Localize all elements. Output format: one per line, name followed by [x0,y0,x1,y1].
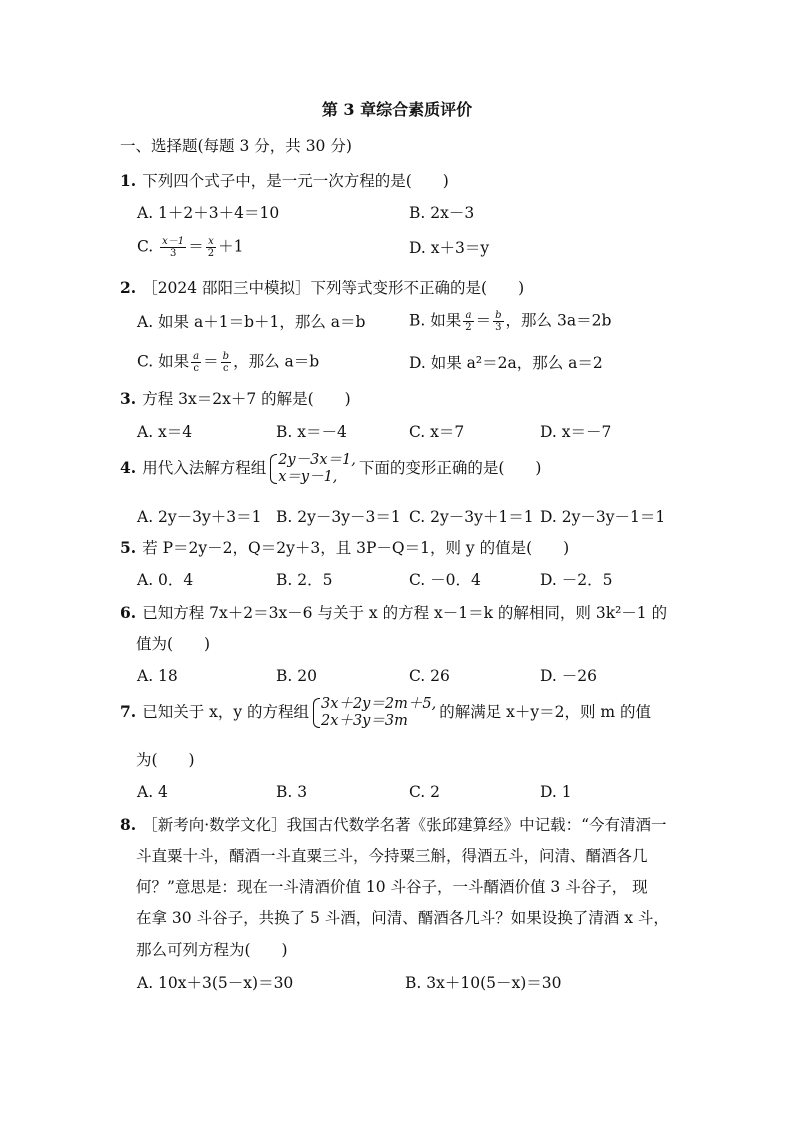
question-number: 7. [120,702,137,721]
q5-option-a: A. 0．4 [137,571,194,589]
denominator: 3 [495,322,502,333]
fraction [493,310,503,333]
q6-option-a: A. 18 [137,667,178,685]
question-text-tail: 下面的变形正确的是( ) [358,459,542,477]
option-label: C. [137,237,154,256]
equation-1: 2y－3x＝1, [278,452,356,468]
question-8-stem [120,815,667,835]
equation-system [269,452,356,486]
question-text: ［2024 邵阳三中模拟］下列等式变形不正确的是( ) [142,279,525,297]
question-number: 8. [120,815,137,834]
denominator: 2 [207,248,215,259]
numerator: b [222,351,230,362]
q2-option-a: A. 如果 a＋1＝b＋1，那么 a＝b [137,313,366,331]
numerator: x－1 [162,236,185,247]
q2-option-d: D. 如果 a²＝2a，那么 a＝2 [409,354,603,372]
question-text-tail: 的解满足 x＋y＝2，则 m 的值 [439,703,652,721]
q1-option-a: A. 1＋2＋3＋4＝10 [137,204,280,222]
page-title: 第 3 章综合素质评价 [321,100,473,119]
q8-option-a: A. 10x＋3(5－x)＝30 [137,974,294,992]
q2-option-b [409,310,611,333]
option-label: B. 如果 [409,311,462,330]
question-6-stem [120,603,667,623]
equation-2: x＝y－1, [278,469,338,485]
q3-option-d: D. x＝－7 [540,423,612,441]
question-number: 3. [120,389,137,408]
section-heading: 一、选择题(每题 3 分，共 30 分) [120,137,352,155]
q4-option-b: B. 2y－3y－3＝1 [276,508,401,526]
question-8-line-2: 斗直粟十斗，醑酒一斗直粟三斗，今持粟三斛，得酒五斗，问清、醑酒各几 [136,847,648,865]
question-8-line-3: 何？”意思是：现在一斗清酒价值 10 斗谷子，一斗醑酒价值 3 斗谷子， 现 [136,878,648,896]
option-tail: ＋1 [218,237,244,256]
q3-option-a: A. x＝4 [137,423,193,441]
q7-option-c: C. 2 [409,783,441,801]
q5-option-b: B. 2．5 [276,571,333,589]
fraction [160,236,186,259]
question-2-stem [120,278,524,298]
numerator: a [463,310,473,322]
q6-option-c: C. 26 [409,667,450,685]
q4-option-c: C. 2y－3y＋1＝1 [409,508,534,526]
question-number: 2. [120,278,137,297]
fraction [206,236,216,259]
question-text: 若 P＝2y－2，Q＝2y＋3，且 3P－Q＝1，则 y 的值是( ) [142,539,570,557]
q1-option-c [137,236,243,259]
option-tail: ，那么 3a＝2b [505,311,612,330]
option-label: C. 如果 [137,352,190,371]
question-6-stem-cont: 值为( ) [136,635,211,653]
q6-option-d: D. －26 [540,667,597,685]
equation-system [312,696,436,730]
question-text: 下列四个式子中，是一元一次方程的是( ) [142,172,449,190]
question-5-stem [120,538,569,558]
question-number: 5. [120,538,137,557]
q7-option-a: A. 4 [137,783,168,801]
question-text: ［新考向·数学文化］我国古代数学名著《张邱建算经》中记载：“今有清酒一 [142,816,667,834]
equation-2: 2x＋3y＝3m [321,713,408,729]
question-text: 方程 3x＝2x＋7 的解是( ) [142,390,351,408]
q4-option-d: D. 2y－3y－1＝1 [540,508,666,526]
question-1-stem [120,171,449,191]
question-4-stem [120,452,541,486]
question-7-stem [120,696,651,730]
denominator: 2 [465,322,472,333]
q1-option-b: B. 2x－3 [409,204,475,222]
question-text: 用代入法解方程组 [142,459,267,477]
q5-option-c: C. －0．4 [409,571,481,589]
numerator: x [206,236,216,248]
equals: ＝ [188,237,204,256]
question-8-line-4: 在拿 30 斗谷子，共换了 5 斗酒，问清、醑酒各几斗？如果设换了清酒 x 斗， [136,909,669,927]
question-number: 4. [120,458,137,477]
denominator: c [223,363,229,374]
question-number: 6. [120,603,137,622]
numerator: b [495,310,502,321]
q2-option-c [137,351,319,374]
equals: ＝ [475,311,492,330]
q3-option-c: C. x＝7 [409,423,465,441]
q4-option-a: A. 2y－3y＋3＝1 [137,508,262,526]
numerator: a [193,351,200,362]
question-text: 已知方程 7x＋2＝3x－6 与关于 x 的方程 x－1＝k 的解相同，则 3k²－1 的 [142,604,668,622]
q1-option-d: D. x＋3＝y [409,239,490,257]
question-text: 已知关于 x，y 的方程组 [142,703,310,721]
q7-option-b: B. 3 [276,783,308,801]
question-8-line-5: 那么可列方程为( ) [136,941,288,959]
question-7-stem-cont: 为( ) [136,751,195,769]
q3-option-b: B. x＝－4 [276,423,347,441]
question-3-stem [120,389,351,409]
q7-option-d: D. 1 [540,783,572,801]
denominator: c [193,363,199,374]
q5-option-d: D. －2．5 [540,571,613,589]
question-number: 1. [120,171,137,190]
q8-option-b: B. 3x＋10(5－x)＝30 [405,974,562,992]
equation-1: 3x＋2y＝2m＋5, [321,696,437,712]
equals: ＝ [203,352,219,371]
fraction [191,351,201,374]
denominator: 3 [169,248,177,259]
option-tail: ，那么 a＝b [233,352,320,371]
fraction [221,351,231,374]
q6-option-b: B. 20 [276,667,317,685]
fraction [463,310,473,333]
